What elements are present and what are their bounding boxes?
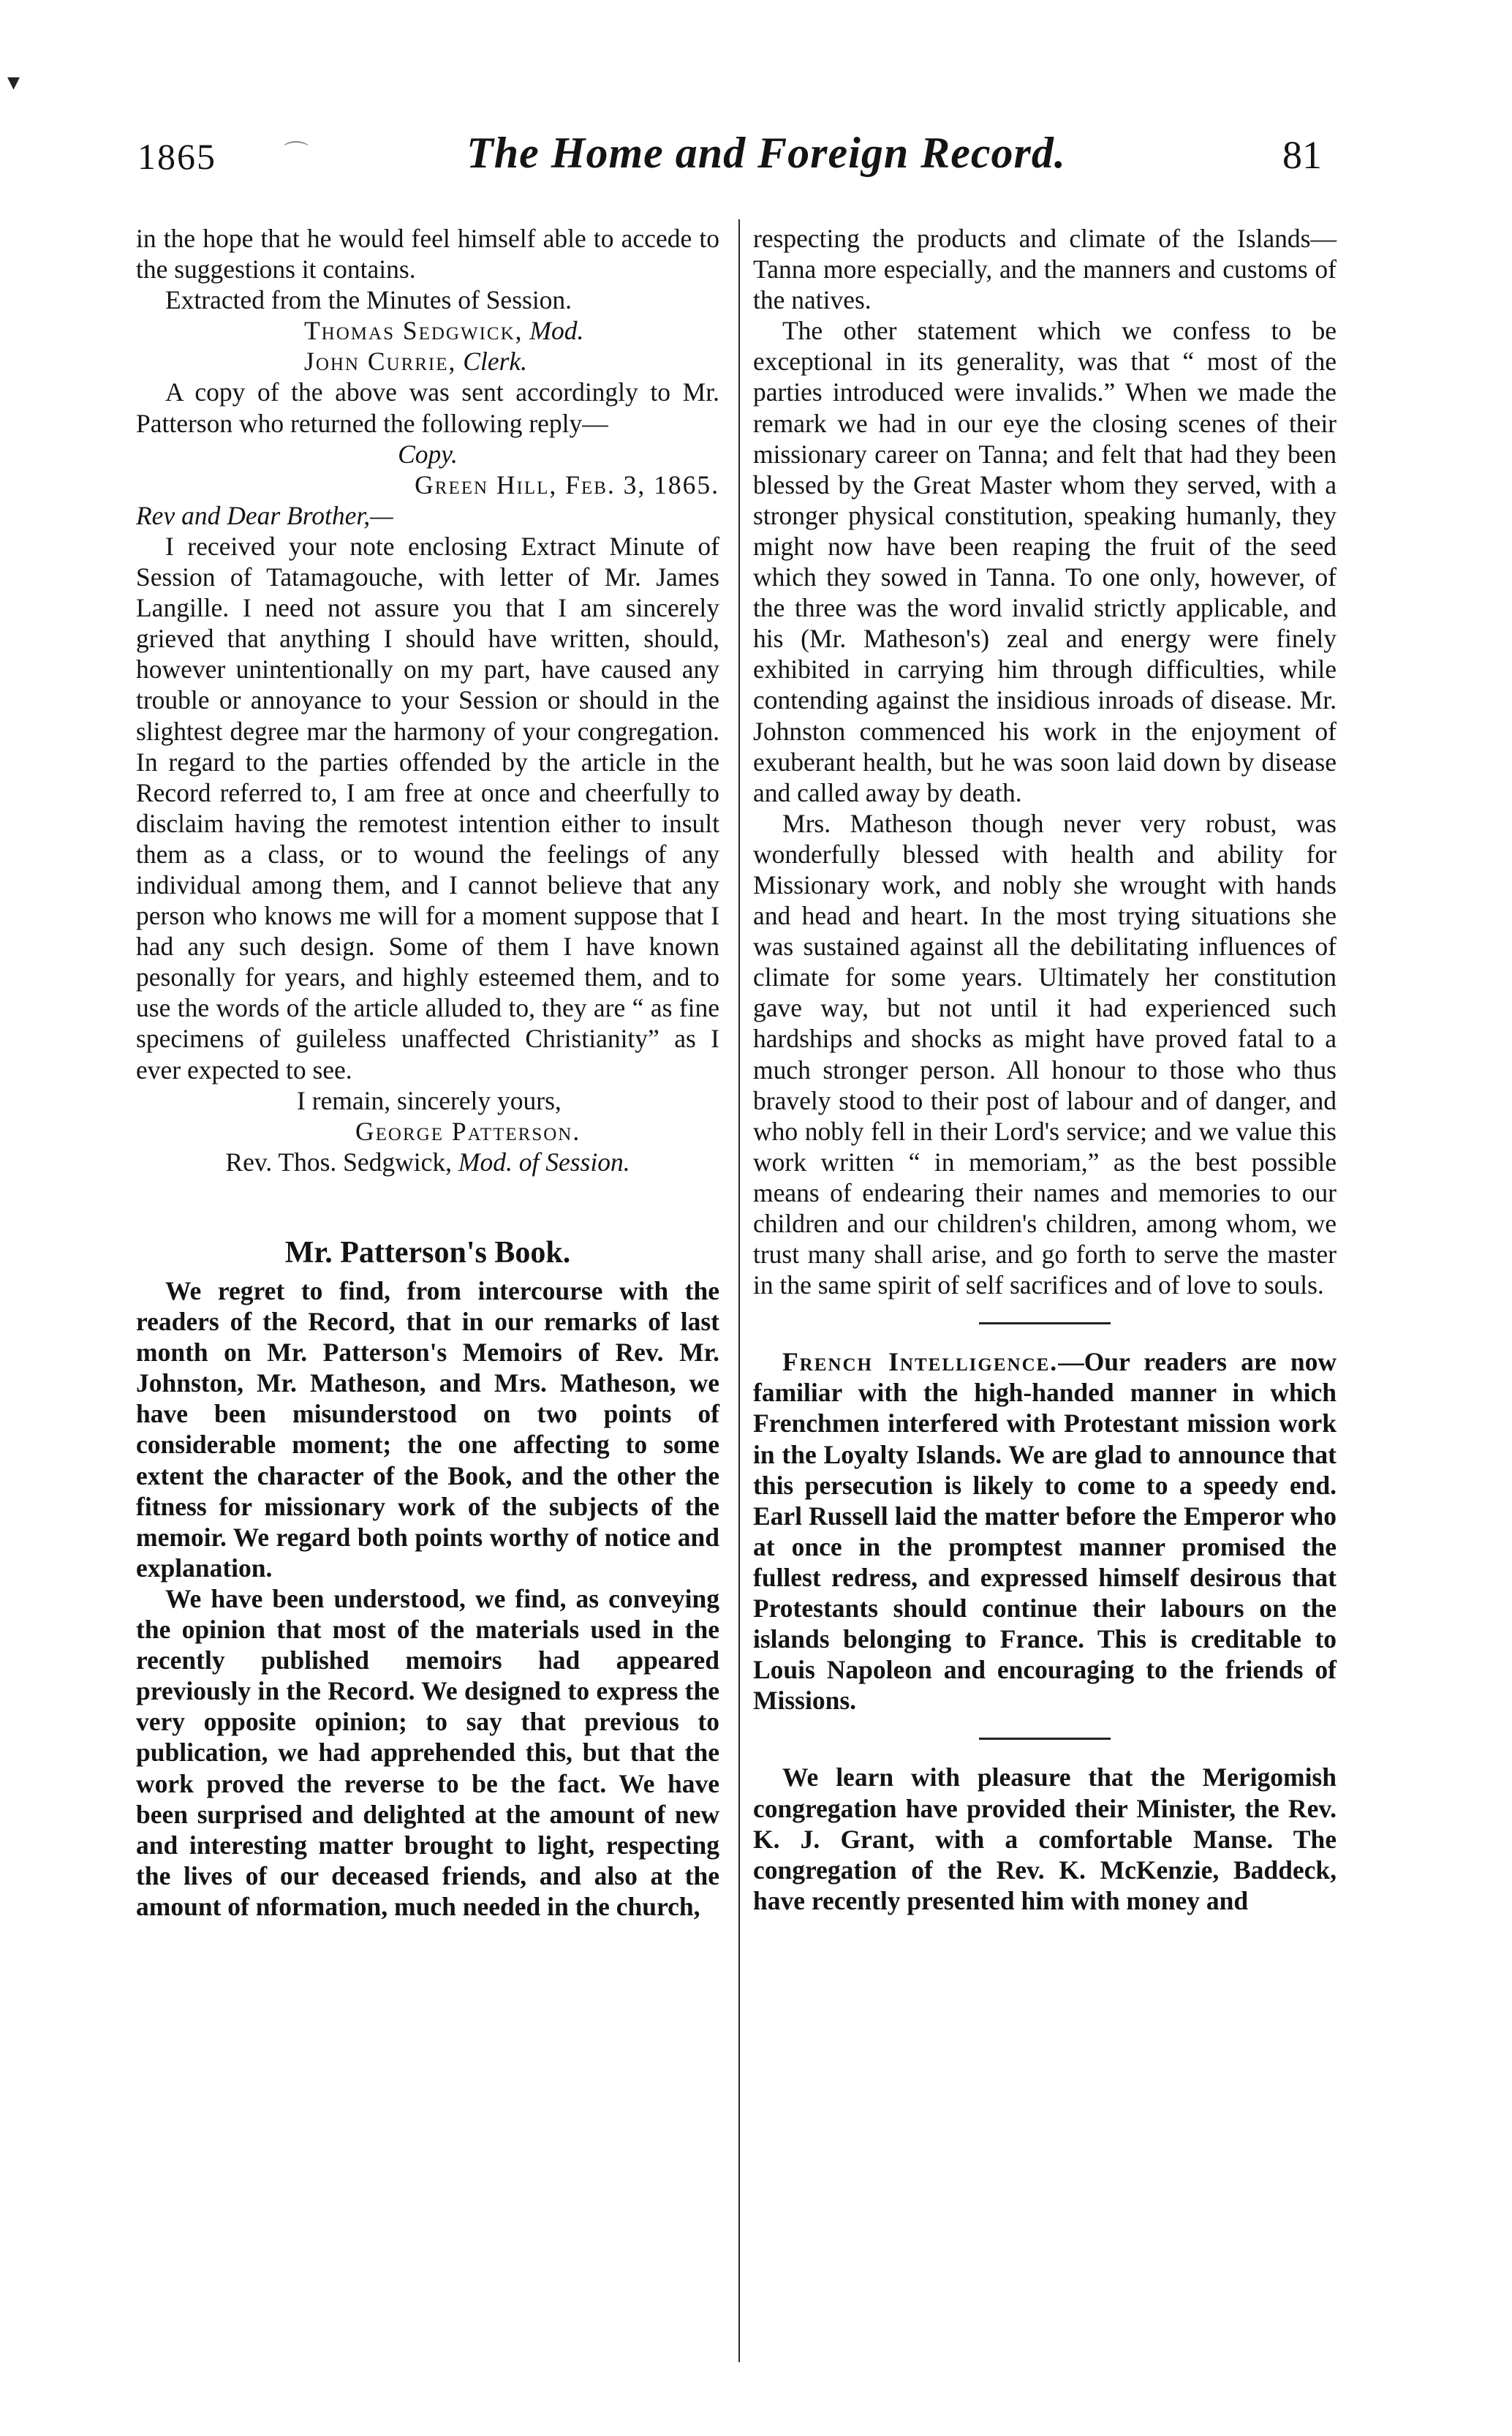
news-paragraph: We learn with pleasure that the Merigomish congregation have provided their Minister, the Rev. K. J. Grant, with a comfortable Manse. The congregation of the Rev. K. McKenzie, Baddeck, have recently presented him with money and [753,1762,1337,1915]
news-label: French Intelligence. [782,1347,1059,1377]
paragraph: We regret to find, from intercourse with the readers of the Record, that in our remarks of last month on Mr. Patterson's Memoirs of Rev. Mr. Johnston, Mr. Matheson, and Mrs. Matheson, we have been misunderstood on two points of considerable moment; the one affecting to some extent the character of the Book, and the other the fitness for missionary work of the subjects of the memoir. We regard both points worthy of notice and explanation. [136,1276,719,1583]
dateline: Green Hill, Feb. 3, 1865. [415,470,719,499]
corner-mark: ▾ [7,69,20,96]
moderator-role: Mod. [529,316,584,346]
paragraph: Mrs. Matheson though never very robust, was wonderfully blessed with health and ability for Missionary work, and nobly she wrought with hands and head and heart. In the most trying situations she was sustained against all the debilitating influences of climate for some years. Ultimately her constitution gave way, but not until it had experienced such hardships and shocks as might have proved fatal to a much stronger person. All honour to those who thus bravely stood to their post of labour and of danger, and who nobly fell in their Lord's service; and we value this work written “ in memoriam,” as the best possible means of endearing their names and memories to our children and our children's children, among whom, we trust many shall arise, and go forth to serve the master in the same spirit of self sacrifices and of love to souls. [753,808,1337,1300]
column-divider [738,219,740,2362]
journal-title: The Home and Foreign Record. [466,129,1066,177]
paragraph: in the hope that he would feel himself able to accede to the suggestions it contains. [136,224,719,284]
copy-label: Copy. [398,439,458,469]
news-paragraph [753,1346,1337,1716]
letter-body: I received your note enclosing Extract Minute of Session of Tatamagouche, with letter of Mr. James Langille. I need not assure you that I am sincerely grieved that anything I should have written, should, however unintentionally on my part, have caused any trouble or annoyance to your Session or should in the slightest degree mar the harmony of your congregation. In regard to the parties offended by the article in the Record referred to, I am free at once and cheerfully to disclaim having the remotest intention either to insult them as a class, or to wound the feelings of any individual among them, and I cannot believe that any person who knows me will for a moment suppose that I had any such design. Some of them I have known pesonally for years, and highly esteemed them, and to use the words of the article alluded to, they are “ as fine specimens of guileless unaffected Christianity” as I ever expected to see. [136,531,719,1085]
news-body: —Our readers are now familiar with the high-handed manner in which Frenchmen interfered with Protestant mission work in the Loyalty Islands. We are glad to announce that this persecution is likely to come to a speedy end. Earl Russell laid the matter before the Emperor who at once in the promptest manner promised the fullest redress, and expressed himself desirous that Protestants should continue their labours on the islands belonging to France. This is creditable to Louis Napoleon and encouraging to the friends of Missions. [753,1347,1337,1716]
page-header [137,128,1322,194]
addressee-name: Rev. Thos. Sedgwick, [225,1147,453,1177]
closing: I remain, sincerely yours, [297,1085,562,1115]
moderator-signature [136,315,719,346]
salutation: Rev and Dear Brother,— [136,500,393,530]
clerk-signature [136,346,719,377]
paragraph: A copy of the above was sent accordingly to Mr. Patterson who returned the following reply— [136,377,719,438]
header-ornament: ⌒ [284,141,309,168]
section-heading: Mr. Patterson's Book. [284,1235,571,1270]
left-column [136,223,719,1922]
clerk-name: John Currie, [304,347,457,377]
clerk-role: Clerk. [463,347,528,377]
extract-note: Extracted from the Minutes of Session. [165,285,572,315]
moderator-name: Thomas Sedgwick, [304,316,523,346]
section-rule [979,1738,1111,1740]
paragraph: respecting the products and climate of the Islands—Tanna more especially, and the manners and customs of the natives. [753,224,1337,315]
addressee-role: Mod. of Session. [458,1147,630,1177]
paragraph: The other statement which we confess to be exceptional in its generality, was that “ most of the parties introduced were invalids.” When we made the remark we had in our eye the closing scenes of their missionary career on Tanna; and felt that had they been blessed by the Great Master whom they served, with a stronger physical constitution, speaking humanly, they might now have been reaping the fruit of the seed which they sowed in Tanna. To one only, however, of the three was the word invalid strictly applicable, and his (Mr. Matheson's) zeal and energy were finely exhibited in carrying him through difficulties, while contending against the insidious inroads of disease. Mr. Johnston commenced his work in the enjoyment of exuberant health, but he was soon laid down by disease and called away by death. [753,316,1337,807]
addressee [136,1147,719,1177]
header-year: 1865 [137,136,216,177]
right-column [753,223,1337,1916]
page-number: 81 [1282,133,1322,177]
letter-signer: George Patterson. [355,1116,581,1146]
paragraph: We have been understood, we find, as conveying the opinion that most of the materials used in the recently published memoirs had appeared previously in the Record. We designed to express the very opposite opinion; to say that previous to publication, we had apprehended this, but that the work proved the reverse to be the fact. We have been surprised and delighted at the amount of new and interesting matter brought to light, respecting the lives of our deceased friends, and also at the amount of nformation, much needed in the church, [136,1583,719,1921]
section-rule [979,1322,1111,1324]
